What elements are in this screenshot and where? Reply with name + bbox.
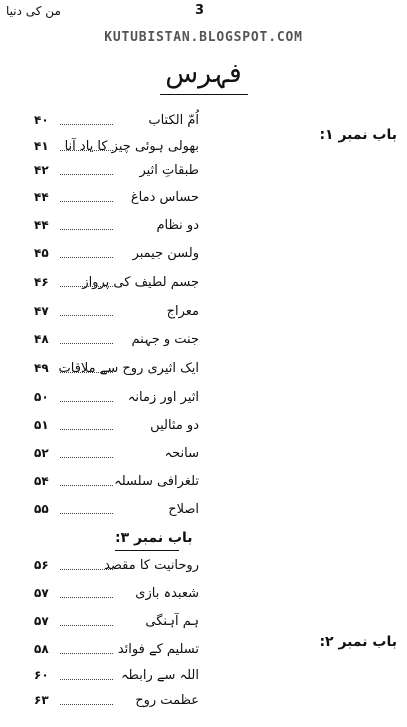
dot-leader [60, 597, 113, 598]
dot-leader [60, 401, 113, 402]
toc-entry-title: جسم لطیف کی پرواز [82, 275, 199, 290]
toc-entry[interactable] [34, 474, 203, 496]
chapter-heading: باب نمبر ۲: [319, 634, 397, 650]
toc-entry-page: ۵۷ [34, 614, 49, 628]
website-watermark: KUTUBISTAN.BLOGSPOT.COM [104, 30, 303, 45]
toc-entry-page: ۵۱ [34, 418, 49, 432]
toc-entry-title: دو نظام [156, 218, 199, 233]
page-number: 3 [195, 3, 205, 18]
toc-entry[interactable] [34, 390, 203, 412]
toc-entry[interactable] [34, 614, 203, 636]
dot-leader [60, 679, 113, 680]
toc-entry[interactable] [34, 502, 203, 524]
dot-leader [60, 257, 113, 258]
toc-entry[interactable] [34, 361, 203, 383]
dot-leader [60, 343, 113, 344]
chapter-heading: باب نمبر ۱: [319, 127, 397, 143]
toc-entry-page: ۴۰ [34, 113, 49, 127]
toc-entry-page: ۴۱ [34, 139, 49, 153]
dot-leader [60, 174, 113, 175]
toc-entry-title: تلغرافی سلسلہ [114, 474, 199, 489]
dot-leader [60, 201, 113, 202]
toc-entry[interactable] [34, 304, 203, 326]
dot-leader [60, 315, 113, 316]
toc-entry-title: روحانیت کا مقصد [104, 558, 199, 573]
toc-entry-page: ۶۳ [34, 693, 49, 707]
toc-entry-page: ۴۵ [34, 246, 49, 260]
toc-entry[interactable] [34, 246, 203, 268]
toc-entry-page: ۴۲ [34, 163, 49, 177]
toc-entry-title: حساس دماغ [130, 190, 199, 205]
toc-entry[interactable] [34, 275, 203, 297]
toc-entry[interactable] [34, 418, 203, 440]
toc-entry-page: ۵۴ [34, 474, 49, 488]
toc-entry-title: طبقاتِ اثیر [139, 163, 199, 178]
toc-entry-title: ولسن جیمبر [132, 246, 199, 261]
toc-entry-page: ۶۰ [34, 668, 49, 682]
toc-entry[interactable] [34, 642, 203, 664]
toc-title-underline [160, 94, 248, 95]
toc-entry-title: شعبدہ بازی [135, 586, 199, 601]
running-header-title: من کی دنیا [6, 4, 61, 18]
toc-entry-title: اُمّ الکتاب [148, 113, 199, 128]
toc-entry[interactable] [34, 190, 203, 212]
toc-entry-page: ۵۸ [34, 642, 49, 656]
toc-entry[interactable] [34, 668, 203, 690]
toc-entry[interactable] [34, 558, 203, 580]
dot-leader [60, 653, 113, 654]
dot-leader [60, 429, 113, 430]
toc-title: فہرس [165, 58, 242, 89]
toc-entry-title: معراج [166, 304, 199, 319]
toc-entry-page: ۵۰ [34, 390, 49, 404]
toc-entry[interactable] [34, 139, 203, 161]
toc-entry-title: بھولی ہوئی چیز کا یاد آنا [64, 139, 199, 154]
toc-entry-title: ہم آہنگی [145, 614, 199, 629]
dot-leader [60, 485, 113, 486]
toc-entry-title: اللہ سے رابطہ [120, 668, 199, 683]
chapter-heading: باب نمبر ۳: [115, 530, 193, 546]
toc-entry-page: ۵۵ [34, 502, 49, 516]
toc-entry-page: ۴۸ [34, 332, 49, 346]
toc-entry-page: ۴۷ [34, 304, 49, 318]
toc-entry-page: ۴۴ [34, 218, 49, 232]
dot-leader [60, 124, 113, 125]
toc-entry-title: دو مثالیں [150, 418, 199, 433]
toc-entry-page: ۵۲ [34, 446, 49, 460]
dot-leader [60, 513, 113, 514]
toc-entry[interactable] [34, 332, 203, 354]
chapter-underline [115, 550, 179, 551]
toc-entry-title: اثیر اور زمانہ [127, 390, 199, 405]
toc-entry[interactable] [34, 163, 203, 185]
toc-entry-title: عظمت روح [135, 693, 199, 708]
toc-entry[interactable] [34, 113, 203, 135]
toc-entry-title: سانحہ [164, 446, 199, 461]
dot-leader [60, 625, 113, 626]
toc-entry[interactable] [34, 446, 203, 468]
dot-leader [60, 704, 113, 705]
dot-leader [60, 457, 113, 458]
toc-entry-page: ۵۷ [34, 586, 49, 600]
toc-entry-page: ۴۴ [34, 190, 49, 204]
toc-entry-title: تسلیم کے فوائد [117, 642, 199, 657]
toc-entry[interactable] [34, 218, 203, 240]
toc-entry-title: اصلاح [168, 502, 199, 517]
dot-leader [60, 229, 113, 230]
toc-entry-page: ۴۶ [34, 275, 49, 289]
toc-entry-title: جنت و جہنم [131, 332, 199, 347]
toc-entry[interactable] [34, 693, 203, 715]
toc-entry-page: ۴۹ [34, 361, 49, 375]
toc-entry-page: ۵۶ [34, 558, 49, 572]
toc-entry[interactable] [34, 586, 203, 608]
toc-entry-title: ایک اثیری روح سے ملاقات [58, 361, 199, 376]
